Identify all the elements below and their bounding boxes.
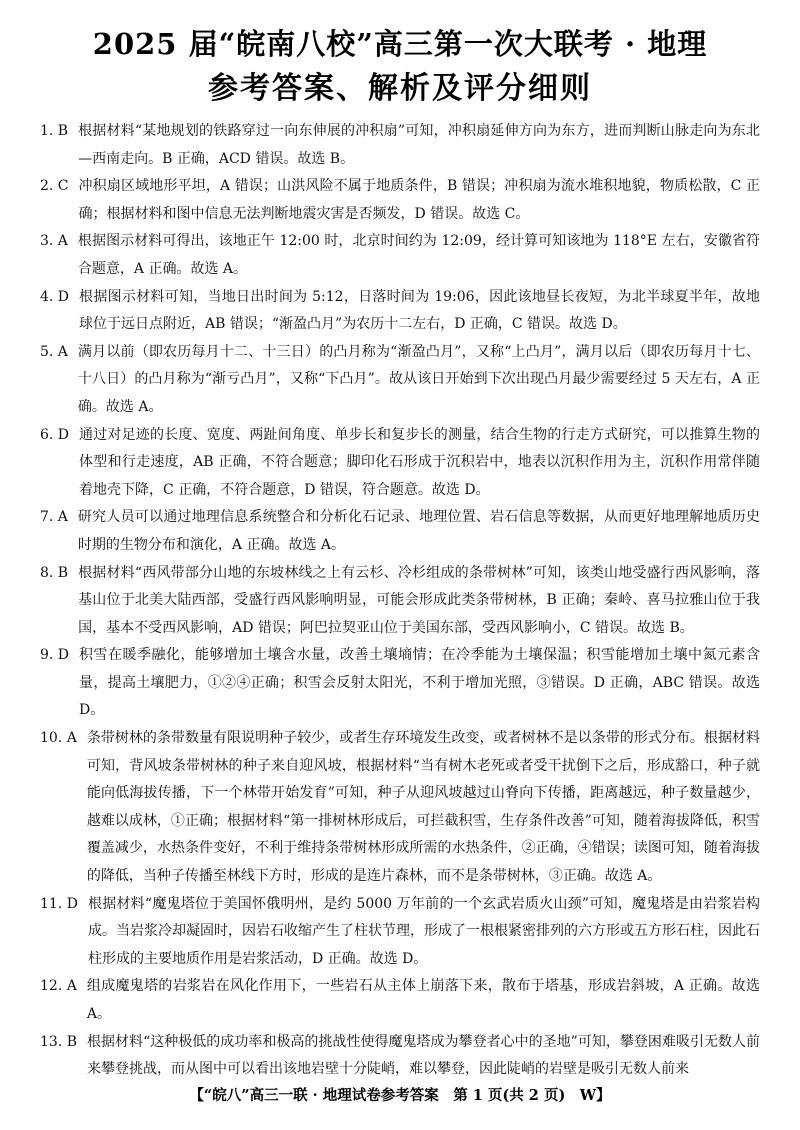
answer-number: 5. A xyxy=(40,343,68,360)
answer-explanation: 研究人员可以通过地理信息系统整合和分析化石记录、地理位置、岩石信息等数据，从而更好地理解地质历史时期的生物分布和演化，A 正确。故选 A。 xyxy=(77,509,760,553)
answer-explanation: 根据材料“某地规划的铁路穿过一向东伸展的冲积扇”可知，冲积扇延伸方向为东方，进而判断山脉走向为东北—西南走向。B 正确，ACD 错误。故选 B。 xyxy=(78,123,760,167)
answer-item xyxy=(40,504,760,559)
answer-number: 7. A xyxy=(40,509,68,526)
answer-number: 4. D xyxy=(40,288,70,305)
answer-explanation: 组成魔鬼塔的岩浆岩在风化作用下，一些岩石从主体上崩落下来，散布于塔基，形成岩斜坡，A 正确。故选 A。 xyxy=(86,978,760,1022)
page-subtitle: 参考答案、解析及评分细则 xyxy=(208,71,592,106)
answer-explanation: 条带树林的条带数量有限说明种子较少，或者生存环境发生改变，或者树林不是以条带的形式分布。根据材料可知，背风坡条带树林的种子来自迎风坡，根据材料“当有树木老死或者受干扰倒下之后，形成豁口，种子就能向低海拔传播，下一个林带开始发育”可知，种子从迎风坡越过山脊向下传播，距离越远，种子数量越少，越难以成林，①正确；根据材料“第一排树林形成后，可拦截积雪，生存条件改善”可知，随着海拔降低，积雪覆盖减少，水热条件变好，不利于维持条带树林形成所需的水热条件，②正确，④错误；读图可知，随着海拔的降低，当种子传播至林线下方时，形成的是连片森林，而不是条带树林，③正确。故选 A。 xyxy=(86,730,760,885)
answer-number: 13. B xyxy=(40,1033,78,1050)
answer-item xyxy=(40,560,760,643)
answer-number: 9. D xyxy=(40,647,70,664)
answer-number: 10. A xyxy=(40,730,77,747)
answer-item xyxy=(40,973,760,1028)
answer-explanation: 满月以前（即农历每月十二、十三日）的凸月称为“渐盈凸月”，又称“上凸月”，满月以后（即农历每月十七、十八日）的凸月称为“渐亏凸月”，又称“下凸月”。故从该日开始到下次出现凸月最少需要经过 5 天左右，A 正确。故选 A。 xyxy=(77,343,760,415)
answer-explanation: 积雪在暖季融化，能够增加土壤含水量，改善土壤墒情；在冷季能为土壤保温；积雪能增加土壤中氮元素含量，提高土壤肥力，①②④正确；积雪会反射太阳光，不利于增加光照，③错误。D 正确，ABC 错误。故选 D。 xyxy=(79,647,760,719)
answer-item xyxy=(40,339,760,422)
answer-explanation: 冲积扇区域地形平坦，A 错误；山洪风险不属于地质条件，B 错误；冲积扇为流水堆积地貌，物质松散，C 正确；根据材料和图中信息无法判断地震灾害是否频发，D 错误。故选 C。 xyxy=(78,178,760,222)
answer-item xyxy=(40,228,760,283)
answer-item xyxy=(40,284,760,339)
answer-item xyxy=(40,725,760,891)
answer-explanation: 根据图示材料可知，当地日出时间为 5:12，日落时间为 19:06，因此该地昼长夜短，为北半球夏半年，故地球位于远日点附近，AB 错误；“渐盈凸月”为农历十二左右，D 正确，C 错误。故选 D。 xyxy=(79,288,760,333)
answer-item xyxy=(40,1029,760,1084)
page-footer: 【“皖八”高三一联 · 地理试卷参考答案 第 1 页(共 2 页) W】 xyxy=(189,1087,611,1104)
answer-explanation: 根据图示材料可得出，该地正午 12:00 时，北京时间约为 12:09，经计算可知该地为 118°E 左右，安徽省符合题意，A 正确。故选 A。 xyxy=(77,233,760,277)
answer-item xyxy=(40,891,760,974)
answer-number: 1. B xyxy=(40,123,69,139)
answer-number: 11. D xyxy=(40,895,78,912)
answer-explanation: 通过对足迹的长度、宽度、两趾间角度、单步长和复步长的测量，结合生物的行走方式研究，可以推算生物的体型和行走速度，AB 正确，不符合题意；脚印化石形成于沉积岩中，地表以沉积作用为主，沉积作用常伴随着地壳下降，C 正确，不符合题意，D 错误，符合题意。故选 D。 xyxy=(79,426,760,498)
answer-list xyxy=(40,118,760,1084)
answer-item xyxy=(40,642,760,725)
answer-number: 3. A xyxy=(40,233,68,250)
answer-explanation: 根据材料“魔鬼塔位于美国怀俄明州，是约 5000 万年前的一个玄武岩质火山颈”可知，魔鬼塔是由岩浆岩构成。当岩浆冷却凝固时，因岩石收缩产生了柱状节理，形成了一根根紧密排列的六方形或五方形石柱，因此石柱形成的主要地质作用是岩浆活动，D 正确。故选 D。 xyxy=(87,895,760,967)
answer-number: 8. B xyxy=(40,564,69,581)
answer-number: 12. A xyxy=(40,978,77,995)
answer-item xyxy=(40,173,760,228)
answer-item xyxy=(40,422,760,505)
page-title: 2025 届“皖南八校”高三第一次大联考 · 地理 xyxy=(92,27,708,61)
answer-number: 2. C xyxy=(40,178,69,195)
answer-explanation: 根据材料“西风带部分山地的东坡林线之上有云杉、冷杉组成的条带树林”可知，该类山地受盛行西风影响，落基山位于北美大陆西部，受盛行西风影响明显，可能会形成此类条带树林，B 正确；秦岭、喜马拉雅山位于我国，基本不受西风影响，AD 错误；阿巴拉契亚山位于美国东部，受西风影响小，C 错误。故选 B。 xyxy=(78,564,760,636)
answer-item xyxy=(40,118,760,173)
answer-explanation: 根据材料“这种极低的成功率和极高的挑战性使得魔鬼塔成为攀登者心中的圣地”可知，攀登困难吸引无数人前来攀登挑战，而从图中可以看出该地岩壁十分陡峭，难以攀登，因此陡峭的岩壁是吸引无数人前来 xyxy=(87,1033,760,1078)
answer-number: 6. D xyxy=(40,426,70,443)
